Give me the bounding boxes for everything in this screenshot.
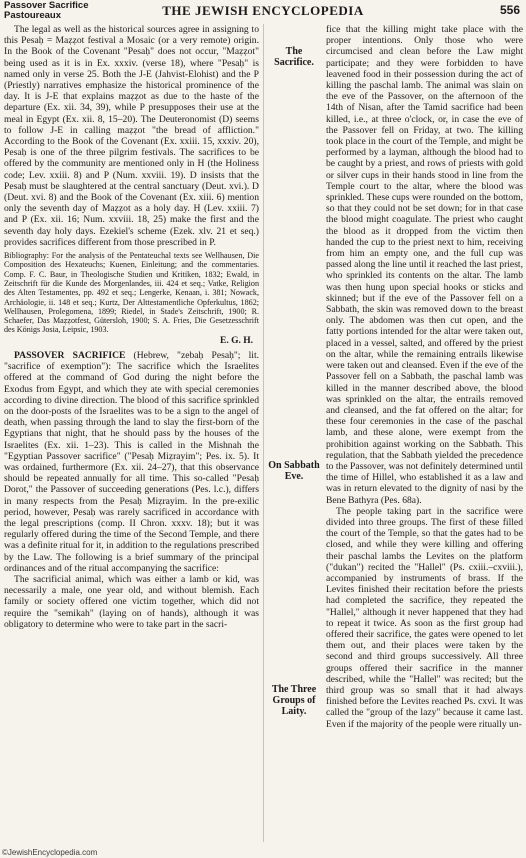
bibliography: Bibliography: For the analysis of the Pentateuchal texts see Wellhausen, Die Composition des Hexateuchs; Kuenen, Einleitung; and the commentaries. Comp. F. C. Baur, in Theologische Studien und Kritiken, 1832; Ewald, in Zeitschrift für die Kunde des Morgenlandes, iii. 424 et seq.; Vatke, Religion des Alten Testamentes, pp. 492 et seq.; Lengerke, Kenaan, i. 381; Nowack, Archäologie, ii. 148 et seq.; Kurtz, Der Alttestamentliche Opferkultus, 1862; Wellhausen, Prolegomena, 1899; Riedel, in Stade's Zeitschrift, 1900; R. Schaefer, Das Maẓẓotfest, Gütersloh, 1900; S. A. Fries, Die Gesetzesschrift des Königs Josia, Leipsic, 1903. <box>4 251 259 335</box>
page-number: 556 <box>499 3 520 17</box>
paragraph-groups: The people taking part in the sacrifice were divided into three groups. The first of these filled the court of the Temple, so that the gates had to be closed, and while they were killing and offering their paschal lambs the Levites on the platform ("dukan") recited the "Hallel" (Ps. cxiii.–cxviii.), accompanied by instruments of brass. If the Levites finished their recitation before the priests had completed the sacrifice, they repeated the "Hallel," although it never happened that they had to repeat it twice. As soon as the first group had offered their sacrifice, the gates were opened to let them out, and their places were taken by the second and third groups successively. All three groups offered their sacrifice in the manner described, while the "Hallel" was recited; but the third group was so small that it had always finished before the Levites reached Ps. cxvi. It was called the "group of the lazy" because it came last. Even if the majority of the people were ritually un- <box>326 505 523 730</box>
sidenote-sabbath: On Sabbath Eve. <box>268 460 320 482</box>
running-head-first: Passover Sacrifice <box>4 0 89 11</box>
sidenote-sacrifice: The Sacrifice. <box>274 46 314 68</box>
entry-title: PASSOVER SACRIFICE <box>14 349 126 361</box>
copyright-footer: ©JewishEncyclopedia.com <box>2 848 98 857</box>
publication-title: THE JEWISH ENCYCLOPEDIA <box>162 3 364 18</box>
running-head-last: Pastoureaux <box>4 10 62 21</box>
entry-intro-text: (Hebrew, "zebaḥ Pesaḥ"; lit. "sacrifice of exemption"): The sacrifice which the Israelites offered at the command of God during the night before the Exodus from Egypt, and which they ate with special ceremonies according to divine direction. The blood of this sacrifice sprinkled on the door-posts of the Israelites was to be a sign to the angel of death, when passing through the land to slay the first-born of the Egyptians that night, that he should pass by the houses of the Israelites (Ex. xii. 1–23). This is called in the Mishnah the "Egyptian Passover sacrifice" ("Pesaḥ Miẓrayim"; Pes. ix. 5). It was ordained, furthermore (Ex. xii. 24–27), that this observance should be repeated annually for all time. This so-called "Pesaḥ Dorot," the Passover of succeeding generations (Pes. l.c.), differs in many respects from the Pesaḥ Miẓrayim. In the pre-exilic period, however, Pesaḥ was rarely sacrificed in accordance with the legal prescriptions (comp. II Chron. xxxv. 18); but it was regularly offered during the time of the Second Temple, and there was a definite ritual for it, in addition to the regulations prescribed by the Law. The following is a brief summary of the principal ordinances and of the ritual accompanying the sacrifice: <box>4 349 259 574</box>
left-column <box>4 24 259 842</box>
paragraph-ritual: fice that the killing might take place with the proper intentions. Only those who were circumcised and clean before the Law might participate; and they were forbidden to have leavened food in their possession during the act of killing the paschal lamb. The animal was slain on the eve of the Passover, on the afternoon of the 14th of Nisan, after the Tamid sacrifice had been killed, i.e., at three o'clock, or, in case the eve of the Passover fell on Friday, at two. The killing took place in the court of the Temple, and might be performed by a layman, although the blood had to be caught by a priest, and rows of priests with gold or silver cups in their hands stood in line from the Temple court to the altar, where the blood was sprinkled. These cups were rounded on the bottom, so that they could not be set down; for in that case the blood might coagulate. The priest who caught the blood as it dropped from the victim then handed the cup to the priest next to him, receiving from him an empty one, and the full cup was passed along the line until it reached the last priest, who sprinkled its contents on the altar. The lamb was then hung upon special hooks or sticks and skinned; but if the eve of the Passover fell on a Sabbath, the skin was removed down to the breast only. The abdomen was then cut open, and the fatty portions intended for the altar were taken out, placed in a vessel, salted, and offered by the priest on the altar, while the remaining entrails likewise were taken out and cleansed. Even if the eve of the Passover fell on a Sabbath, the paschal lamb was killed in the manner described above, the blood was sprinkled on the altar, the entrails removed and cleansed, and the fat offered on the altar; for these four ceremonies in the case of the paschal lamb, and these alone, were exempt from the prohibition against working on the Sabbath. This regulation, that the Sabbath yielded the precedence to the Passover, was not definitely determined until the time of Hillel, who established it as a law and was in return elevated to the dignity of nasi by the Bene Bathyra (Pes. 68a). <box>326 24 523 506</box>
sidenote-groups: The Three Groups of Laity. <box>271 684 317 717</box>
author-signature: E. G. H. <box>220 335 253 346</box>
paragraph-origins: The legal as well as the historical sources agree in assigning to this Pesaḥ = Maẓẓot festival a Mosaic (or a very remote) origin. In the Book of the Covenant "Pesaḥ" does not occur, "Maẓẓot" being used as it is in Ex. xxxiv. (verse 18), where "Pesaḥ" is named only in verse 25. Both the J-E (Jahvist-Elohist) and the P (Priestly) narratives emphasize the historical prominence of the day. It is J-E that explains maẓẓot as due to the haste of the departure (Ex. xii. 34, 39), while P presupposes their use at the meal in Egypt (Ex. xii. 8, 15–20). The Deuteronomist (D) seems to follow J-E in calling maẓẓot "the bread of affliction." According to the Book of the Covenant (Ex. xxiii. 15, xxxiv. 20), Pesaḥ is one of the three pilgrim festivals. The sacrifices to be offered by the community are mentioned only in H (the Holiness code; Lev. xxiii. 8) and P (Num. xxviii. 19). D insists that the Pesaḥ must be slaughtered at the central sanctuary (Deut. xvi.). D (Deut. xvi. 8) and the Book of the Covenant (Ex. xiii. 6) mention only the seventh day of Maẓẓot as a holy day. H (Lev. xxiii. 7) and P (Ex. xii. 16; Num. xxviii. 18, 25) make the first and the seventh day holy days. Ezekiel's scheme (Ezek. xlv. 21 et seq.) provides sacrifices different from those prescribed in P. <box>4 24 259 248</box>
right-column <box>268 24 523 842</box>
column-rule <box>263 24 264 842</box>
entry-intro <box>4 350 259 574</box>
paragraph-victim: The sacrificial animal, which was either a lamb or kid, was necessarily a male, one year old, and without blemish. Each family or society offered one victim together, which did not require the "semikah" (laying on of hands), although it was obligatory to determine who were to take part in the sacri- <box>4 574 259 630</box>
page-header <box>0 0 526 22</box>
